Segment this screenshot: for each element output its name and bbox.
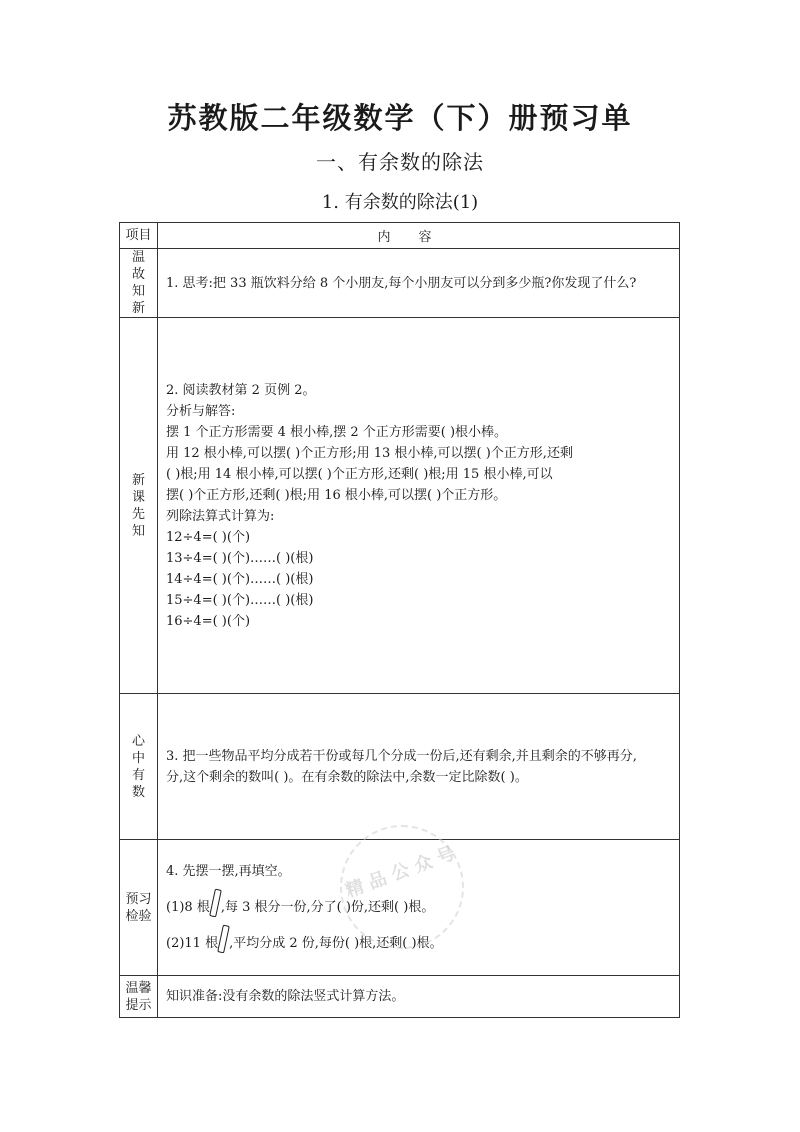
row-label-tips: 温馨 提示 [120,976,158,1018]
division-equation: 16÷4=( )(个) [166,613,251,629]
question-3-text: 3. 把一些物品平均分成若干份或每几个分成一份后,还有剩余,并且剩余的不够再分, [166,748,637,764]
column-header-item: 项目 [120,223,158,249]
table-row [120,694,680,840]
table-row [120,249,680,318]
question-4-text: 4. 先摆一摆,再填空。 [166,863,291,879]
division-equation: 12÷4=( )(个) [166,529,251,545]
fill-blank-line: 摆 1 个正方形需要 4 根小棒,摆 2 个正方形需要( )根小棒。 [166,424,508,440]
stick-icon [209,888,222,917]
question-2-text: 2. 阅读教材第 2 页例 2。 [166,382,316,398]
question-4-part-1: (1)8 根 ,每 3 根分一份,分了( )份,还剩( )根。 [166,889,679,925]
row-content-review [158,249,680,318]
table-row [120,976,680,1018]
column-header-content: 内容 [158,223,680,249]
analysis-heading: 分析与解答: [166,403,236,419]
division-equation: 13÷4=( )(个)……( )(根) [166,550,314,566]
table-header-row [120,223,680,249]
fill-blank-line: 用 12 根小棒,可以摆( )个正方形;用 13 根小棒,可以摆( )个正方形,还剩 [166,445,573,461]
question-3-text-cont: 分,这个剩余的数叫( )。在有余数的除法中,余数一定比除数( )。 [166,769,528,785]
tip-text: 知识准备:没有余数的除法竖式计算方法。 [166,989,405,1004]
fill-blank-line: ( )根;用 14 根小棒,可以摆( )个正方形,还剩( )根;用 15 根小棒,可以 [166,466,553,482]
division-heading: 列除法算式计算为: [166,508,275,524]
watermark-text: 精 品 公 众 号 [342,842,459,902]
row-label-check: 预习 检验 [120,840,158,976]
page-title: 苏教版二年级数学（下）册预习单 [167,101,633,135]
fill-blank-line: 摆( )个正方形,还剩( )根;用 16 根小棒,可以摆( )个正方形。 [166,487,507,503]
division-equation: 15÷4=( )(个)……( )(根) [166,592,314,608]
row-content-understanding [158,694,680,840]
row-label-new-lesson: 新 课 先 知 [120,318,158,694]
lesson-heading: 1. 有余数的除法(1) [321,192,479,213]
table-row [120,318,680,694]
row-content-tips [158,976,680,1018]
row-label-understanding: 心 中 有 数 [120,694,158,840]
row-label-review: 温 故 知 新 [120,249,158,318]
row-content-new-lesson [158,318,680,694]
division-equation: 14÷4=( )(个)……( )(根) [166,571,314,587]
question-4-part-2: (2)11 根 ,平均分成 2 份,每份( )根,还剩( )根。 [166,925,679,961]
question-1-text: 1. 思考:把 33 瓶饮料分给 8 个小朋友,每个小朋友可以分到多少瓶?你发现了什么? [166,275,637,291]
unit-heading: 一、有余数的除法 [316,150,484,174]
